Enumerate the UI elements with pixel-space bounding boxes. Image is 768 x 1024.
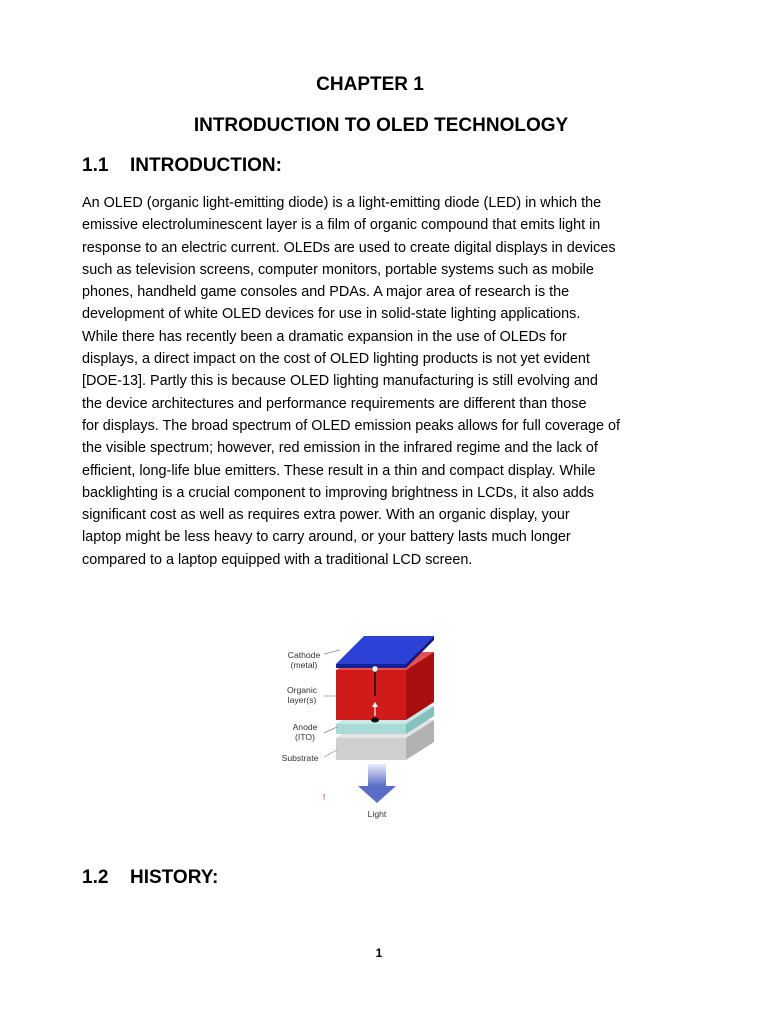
section-heading-history	[82, 867, 218, 889]
paragraph-line: response to an electric current. OLEDs are used to create digital displays in devices	[82, 239, 616, 256]
paragraph-line: such as television screens, computer monitors, portable systems such as mobile	[82, 261, 594, 278]
paragraph-line: phones, handheld game consoles and PDAs. A major area of research is the	[82, 284, 570, 301]
paragraph-line: backlighting is a crucial component to improving brightness in LCDs, it also adds	[82, 484, 594, 501]
substrate-label: Substrate	[281, 753, 319, 763]
organic-label: Organic	[286, 685, 318, 695]
paragraph-line: displays, a direct impact on the cost of OLED lighting products is not yet evident	[82, 351, 590, 368]
paragraph-line: development of white OLED devices for use in solid-state lighting applications.	[82, 306, 581, 323]
paragraph-line: [DOE-13]. Partly this is because OLED lighting manufacturing is still evolving and	[82, 373, 598, 390]
page-number: 1	[375, 946, 383, 960]
light-label: Light	[367, 809, 387, 819]
oled-structure-diagram	[274, 614, 440, 824]
anode-label: Anode	[292, 722, 318, 732]
paragraph-line: significant cost as well as requires extra power. With an organic display, your	[82, 507, 570, 524]
cathode-label: Cathode	[287, 650, 321, 660]
anode-sublabel: (ITO)	[295, 732, 315, 742]
paragraph-line: compared to a laptop equipped with a traditional LCD screen.	[82, 551, 473, 568]
paragraph-line: the visible spectrum; however, red emission in the infrared regime and the lack of	[82, 440, 598, 457]
chapter-number: CHAPTER 1	[316, 74, 424, 95]
cathode-sublabel: (metal)	[290, 660, 318, 670]
section-title: INTRODUCTION:	[130, 155, 282, 176]
paragraph-line: laptop might be less heavy to carry around, or your battery lasts much longer	[82, 529, 571, 546]
organic-sublabel: layer(s)	[287, 695, 317, 705]
section-title: HISTORY:	[130, 867, 219, 888]
paragraph-line: An OLED (organic light-emitting diode) is a light-emitting diode (LED) in which the	[82, 195, 602, 211]
section-heading-introduction	[82, 155, 282, 177]
stray-mark: !	[323, 793, 326, 802]
paragraph-line: for displays. The broad spectrum of OLED emission peaks allows for full coverage of	[82, 417, 621, 434]
light-arrow-icon	[358, 764, 396, 803]
paragraph-line: emissive electroluminescent layer is a film of organic compound that emits light in	[82, 217, 601, 234]
introduction-paragraph	[82, 192, 696, 571]
chapter-title: INTRODUCTION TO OLED TECHNOLOGY	[193, 115, 569, 136]
section-number: 1.1	[82, 155, 109, 176]
paragraph-line: the device architectures and performance requirements are different than those	[82, 395, 587, 412]
paragraph-line: efficient, long-life blue emitters. These result in a thin and compact display. While	[82, 462, 596, 479]
section-number: 1.2	[82, 867, 109, 888]
paragraph-line: While there has recently been a dramatic expansion in the use of OLEDs for	[82, 328, 567, 345]
